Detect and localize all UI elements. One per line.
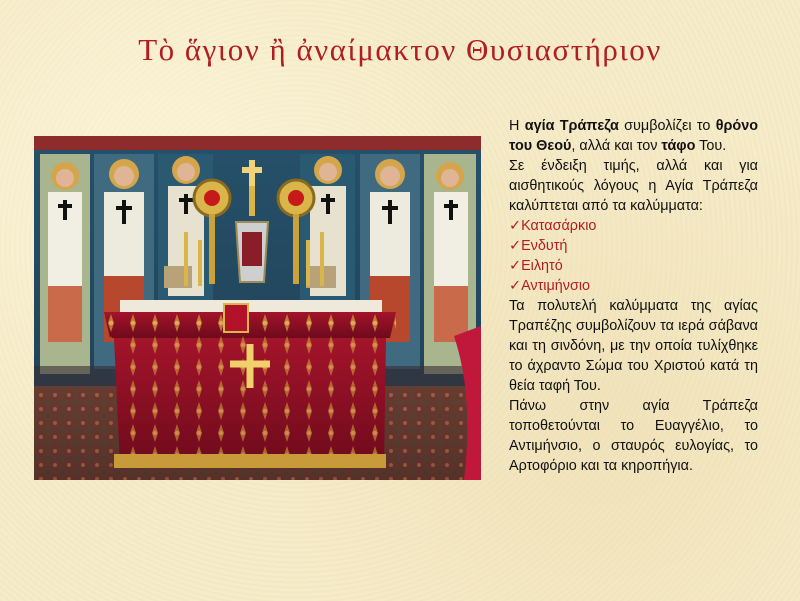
coverings-list (509, 216, 758, 296)
intro-text-4: Του. (695, 138, 727, 154)
term-throne-of-god: θρόνο του Θεού (509, 118, 758, 154)
list-item (509, 276, 758, 296)
list-item-label: Κατασάρκιο (521, 218, 597, 234)
check-icon: ✓ (509, 278, 522, 294)
symbolism-paragraph: Τα πολυτελή καλύμματα της αγίας Τραπέζης συμβολίζουν τα ιερά σάβανα και τη σινδόνη, με την οποία τυλίχθηκε το άχραντο Σώμα του Χριστού κατά τη θεία ταφή Του. (509, 298, 758, 394)
list-item (509, 236, 758, 256)
list-item-label: Ειλητό (521, 258, 563, 274)
list-item (509, 216, 758, 236)
check-icon: ✓ (509, 218, 522, 234)
list-item-label: Ενδυτή (521, 238, 568, 254)
altar-illustration (34, 136, 481, 480)
term-holy-table: αγία Τράπεζα (524, 118, 619, 134)
check-icon: ✓ (509, 238, 522, 254)
check-icon: ✓ (509, 258, 522, 274)
list-item (509, 256, 758, 276)
intro-paragraph (509, 116, 758, 156)
description-text (509, 116, 758, 476)
intro-text-1: Η (509, 118, 525, 134)
term-tomb: τάφο (661, 138, 696, 154)
altar-table (104, 300, 396, 468)
list-item-label: Αντιμήνσιο (521, 278, 591, 294)
page-title: Τὸ ἅγιον ἢ ἀναίμακτον Θυσιαστήριον (138, 32, 662, 67)
coverings-intro-paragraph: Σε ένδειξη τιμής, αλλά και για αισθητικούς λόγους η Αγία Τράπεζα καλύπτεται από τα καλύμματα: (509, 158, 758, 214)
intro-text-3: , αλλά και τον (571, 138, 662, 154)
altar-photo (34, 136, 481, 480)
intro-text-2: συμβολίζει το (618, 118, 716, 134)
placement-paragraph: Πάνω στην αγία Τράπεζα τοποθετούνται το Ευαγγέλιο, το Αντιμήνσιο, ο σταυρός ευλογίας, το Αρτοφόριο και τα κηροπήγια. (509, 398, 758, 474)
